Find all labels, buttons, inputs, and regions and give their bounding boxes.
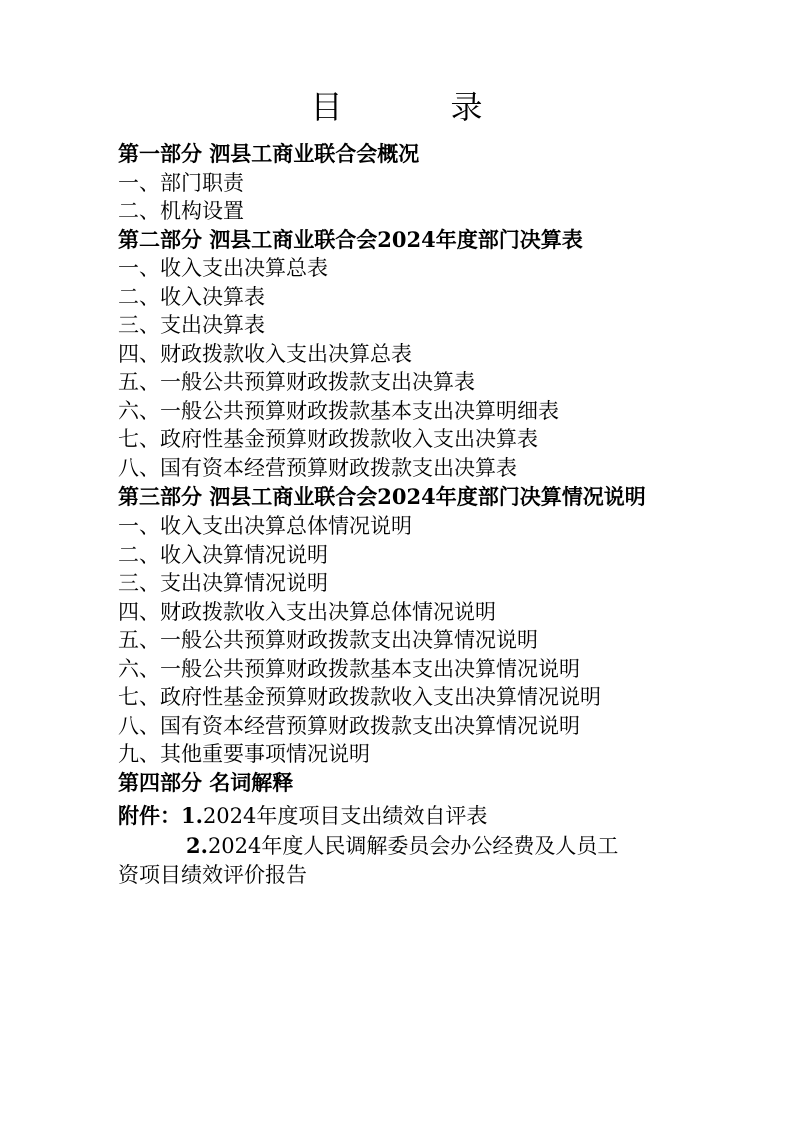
part-2-item-3: 三、支出决算表: [118, 313, 265, 337]
part-2-item-2: 二、收入决算表: [118, 284, 265, 309]
table-of-contents: [118, 140, 688, 890]
attachment-2-continuation: 资项目绩效评价报告: [118, 863, 307, 887]
part-3-item-3: 三、支出决算情况说明: [118, 571, 328, 595]
part-3-item-7: 七、政府性基金预算财政拨款收入支出决算情况说明: [118, 685, 601, 709]
part-3-item-4: 四、财政拨款收入支出决算总体情况说明: [118, 599, 496, 624]
attachment-1-text: 2024年度项目支出绩效自评表: [202, 804, 488, 828]
part-3-heading: 第三部分 泗县工商业联合会2024年度部门决算情况说明: [118, 484, 646, 509]
part-1-heading: 第一部分 泗县工商业联合会概况: [118, 141, 420, 166]
part-2-item-6: 六、一般公共预算财政拨款基本支出决算明细表: [118, 398, 559, 423]
part-3-item-1: 一、收入支出决算总体情况说明: [118, 514, 412, 538]
part-3-item-6: 六、一般公共预算财政拨款基本支出决算情况说明: [118, 656, 580, 681]
part-2-item-7: 七、政府性基金预算财政拨款收入支出决算表: [118, 427, 538, 451]
part-1-item-1: 一、部门职责: [118, 170, 244, 195]
attachment-1-number: 1.: [181, 803, 203, 828]
part-2-item-8: 八、国有资本经营预算财政拨款支出决算表: [118, 455, 517, 480]
part-3-item-8: 八、国有资本经营预算财政拨款支出决算情况说明: [118, 713, 580, 738]
part-2-heading: 第二部分 泗县工商业联合会2024年度部门决算表: [118, 226, 583, 252]
attachments: [118, 801, 688, 890]
part-2-item-1: 一、收入支出决算总表: [118, 256, 328, 280]
part-3-item-9: 九、其他重要事项情况说明: [118, 742, 370, 766]
part-2-item-4: 四、财政拨款收入支出决算总表: [118, 341, 412, 366]
part-3-item-5: 五、一般公共预算财政拨款支出决算情况说明: [118, 628, 538, 652]
attachment-2: [118, 831, 688, 861]
part-2-item-5: 五、一般公共预算财政拨款支出决算表: [118, 370, 475, 394]
part-1-item-2: 二、机构设置: [118, 199, 244, 223]
part-4-heading: 第四部分 名词解释: [118, 769, 294, 795]
attachments-label: 附件：: [118, 803, 181, 828]
attachment-1: [118, 801, 688, 831]
part-3-item-2: 二、收入决算情况说明: [118, 542, 328, 567]
document-title: 目 录: [310, 88, 521, 126]
attachment-2-number: 2.: [186, 833, 208, 858]
attachment-2-text: 2024年度人民调解委员会办公经费及人员工: [207, 834, 619, 858]
